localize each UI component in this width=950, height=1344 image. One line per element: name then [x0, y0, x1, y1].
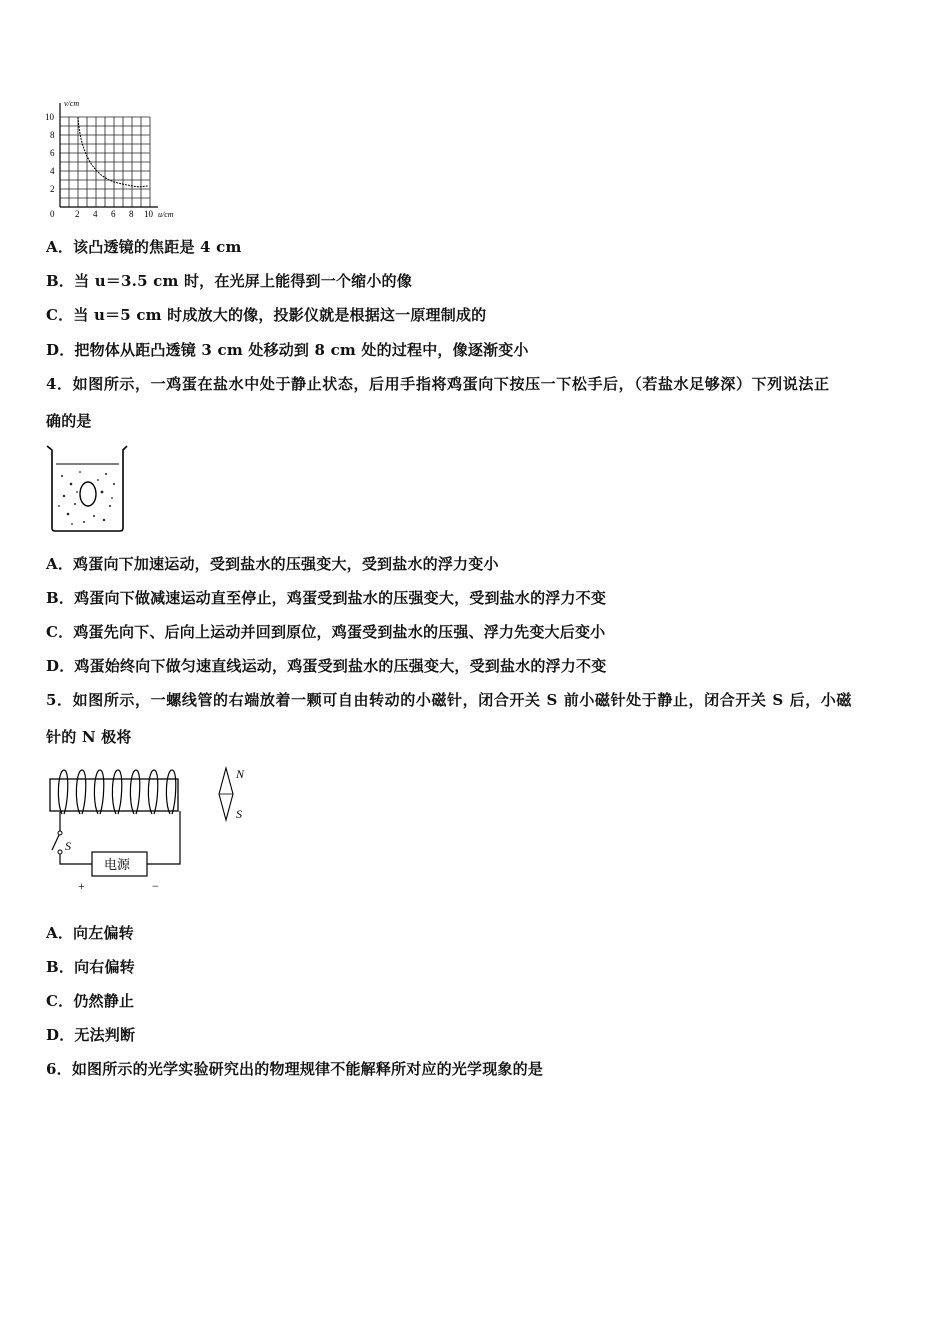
q5-stem-line1: 5．如图所示，一螺线管的右端放着一颗可自由转动的小磁针，闭合开关 S 前小磁针处于静止，闭合开关 S 后，小磁: [46, 691, 852, 709]
y-tick: 6: [50, 148, 55, 158]
q4-option-c: C．鸡蛋先向下、后向上运动并回到原位，鸡蛋受到盐水的压强、浮力先变大后变小: [46, 623, 606, 641]
q3-option-c: C．当 u＝5 cm 时成放大的像，投影仪就是根据这一原理制成的: [46, 306, 487, 324]
q5-stem-line2: 针的 N 极将: [46, 728, 132, 746]
beaker-egg-diagram: [44, 444, 128, 534]
positive-terminal: +: [78, 879, 85, 893]
origin-label: 0: [50, 209, 55, 219]
switch: [52, 835, 59, 850]
q3-option-a: A．该凸透镜的焦距是 4 cm: [46, 238, 242, 256]
q5-option-b: B．向右偏转: [46, 958, 135, 976]
x-tick: 8: [129, 209, 134, 219]
q5-option-d: D．无法判断: [46, 1026, 136, 1044]
x-tick: 4: [93, 209, 98, 219]
north-pole-label: N: [236, 767, 245, 781]
y-tick: 10: [45, 112, 54, 122]
q4-option-a: A．鸡蛋向下加速运动，受到盐水的压强变大，受到盐水的浮力变小: [46, 555, 499, 573]
y-axis-label: v/cm: [64, 99, 80, 108]
q3-option-d: D．把物体从距凸透镜 3 cm 处移动到 8 cm 处的过程中，像逐渐变小: [46, 341, 529, 359]
q5-option-a: A．向左偏转: [46, 924, 134, 942]
x-tick: 10: [144, 209, 153, 219]
x-axis-label: u/cm: [158, 210, 174, 219]
q5-option-c: C．仍然静止: [46, 992, 135, 1010]
q4-option-b: B．鸡蛋向下做减速运动直至停止，鸡蛋受到盐水的压强变大，受到盐水的浮力不变: [46, 589, 607, 607]
y-tick: 2: [50, 184, 55, 194]
power-source-label: 电源: [104, 857, 131, 872]
negative-terminal: −: [152, 879, 159, 893]
y-tick: 4: [50, 166, 55, 176]
x-tick: 6: [111, 209, 116, 219]
q6-stem: 6．如图所示的光学实验研究出的物理规律不能解释所对应的光学现象的是: [46, 1060, 544, 1078]
south-pole-label: S: [236, 807, 242, 821]
q4-stem-line2: 确的是: [46, 412, 92, 430]
egg: [80, 482, 96, 506]
lens-graph: [40, 95, 190, 225]
solenoid-circuit-diagram: [40, 762, 260, 894]
x-tick: 2: [75, 209, 80, 219]
q4-stem-line1: 4．如图所示，一鸡蛋在盐水中处于静止状态，后用手指将鸡蛋向下按压一下松手后，（若盐水足够深）下列说法正: [46, 375, 830, 393]
switch-label: S: [65, 839, 71, 853]
y-tick: 8: [50, 130, 55, 140]
q3-option-b: B．当 u＝3.5 cm 时，在光屏上能得到一个缩小的像: [46, 272, 412, 290]
q4-option-d: D．鸡蛋始终向下做匀速直线运动，鸡蛋受到盐水的压强变大，受到盐水的浮力不变: [46, 657, 607, 675]
